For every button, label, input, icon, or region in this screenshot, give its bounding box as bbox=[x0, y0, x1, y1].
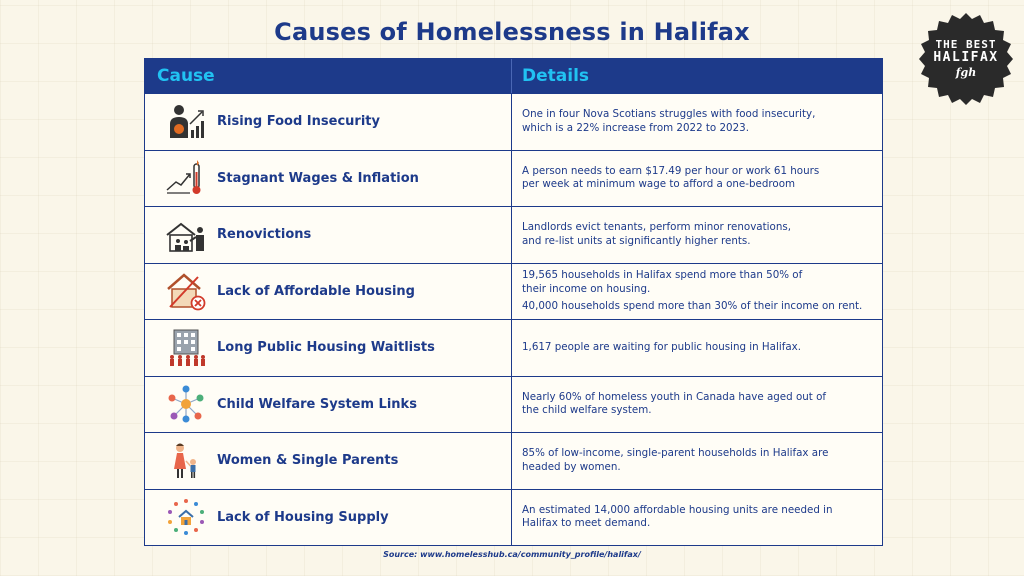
table-row bbox=[145, 206, 882, 263]
details-cell bbox=[512, 433, 882, 489]
cause-label: Child Welfare System Links bbox=[217, 396, 417, 412]
housing-supply-icon bbox=[157, 494, 215, 540]
details-line: which is a 22% increase from 2022 to 2023. bbox=[522, 121, 749, 134]
child-welfare-icon bbox=[157, 381, 215, 427]
details-line: 1,617 people are waiting for public housing in Halifax. bbox=[522, 341, 802, 353]
cause-label: Women & Single Parents bbox=[217, 453, 399, 469]
table-row bbox=[145, 432, 882, 489]
details-line: An estimated 14,000 affordable housing units are needed in bbox=[522, 503, 833, 516]
wages-inflation-icon bbox=[157, 155, 215, 201]
source-citation: Source: www.homelesshub.ca/community_profile/halifax/ bbox=[383, 550, 641, 559]
details-line: Nearly 60% of homeless youth in Canada have aged out of bbox=[522, 390, 827, 403]
the-best-halifax-logo bbox=[918, 11, 1014, 107]
table-header bbox=[145, 59, 882, 93]
single-parent-icon bbox=[157, 438, 215, 484]
table-row bbox=[145, 319, 882, 376]
details-line: 85% of low-income, single-parent households in Halifax are bbox=[522, 447, 829, 460]
cause-label: Lack of Housing Supply bbox=[217, 509, 389, 525]
details-line: headed by women. bbox=[522, 460, 621, 473]
page-title: Causes of Homelessness in Halifax bbox=[274, 18, 750, 46]
table-row bbox=[145, 376, 882, 433]
cause-label: Rising Food Insecurity bbox=[217, 114, 380, 130]
details-line: the child welfare system. bbox=[522, 404, 652, 417]
food-insecurity-icon bbox=[157, 99, 215, 145]
details-line: One in four Nova Scotians struggles with food insecurity, bbox=[522, 108, 816, 121]
cause-label: Renovictions bbox=[217, 227, 312, 243]
table-row bbox=[145, 150, 882, 207]
details-line: A person needs to earn $17.49 per hour or work 61 hours bbox=[522, 164, 820, 177]
badge-line-1: THE BEST bbox=[935, 38, 997, 52]
details-line: Halifax to meet demand. bbox=[522, 517, 651, 530]
details-line: 40,000 households spend more than 30% of their income on rent. bbox=[522, 300, 863, 312]
details-line: 19,565 households in Halifax spend more than 50% of bbox=[522, 269, 803, 281]
table-row bbox=[145, 93, 882, 150]
public-housing-icon bbox=[157, 325, 215, 371]
badge-signature: fgh bbox=[955, 66, 977, 80]
cause-label: Stagnant Wages & Inflation bbox=[217, 170, 419, 186]
renoviction-icon bbox=[157, 212, 215, 258]
table-row bbox=[145, 489, 882, 546]
details-cell bbox=[512, 264, 882, 320]
cause-label: Lack of Affordable Housing bbox=[217, 283, 415, 299]
details-cell bbox=[512, 207, 882, 263]
table-row bbox=[145, 263, 882, 320]
details-line: their income on housing. bbox=[522, 282, 651, 295]
details-cell bbox=[512, 94, 882, 150]
details-cell bbox=[512, 320, 882, 376]
cause-label: Long Public Housing Waitlists bbox=[217, 340, 435, 356]
causes-table bbox=[144, 58, 883, 546]
details-cell bbox=[512, 151, 882, 207]
header-details: Details bbox=[522, 66, 590, 86]
badge-line-2: HALIFAX bbox=[933, 49, 999, 65]
details-line: and re-list units at significantly higher rents. bbox=[522, 234, 751, 247]
details-line: Landlords evict tenants, perform minor renovations, bbox=[522, 221, 791, 234]
details-cell bbox=[512, 490, 882, 546]
details-line: per week at minimum wage to afford a one-bedroom bbox=[522, 178, 796, 191]
no-housing-icon bbox=[157, 268, 215, 314]
header-cause: Cause bbox=[145, 59, 512, 93]
details-cell bbox=[512, 377, 882, 433]
